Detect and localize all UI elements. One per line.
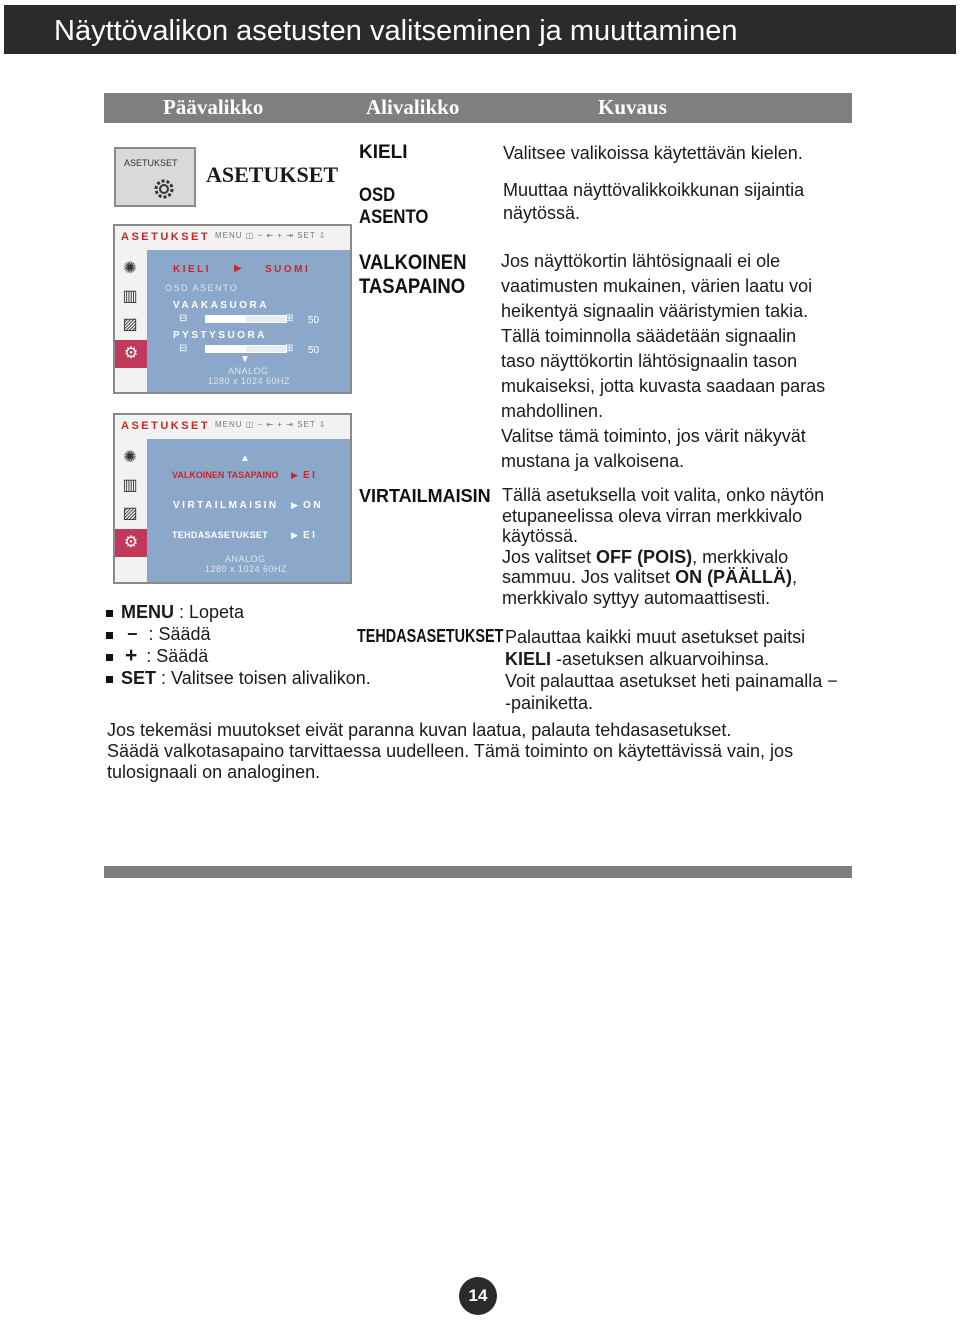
bullet-icon bbox=[106, 654, 113, 661]
osd-sidebar bbox=[115, 250, 147, 392]
vaakasuora-value: 50 bbox=[308, 315, 320, 326]
desc-text: -asetuksen alkuarvoihinsa. bbox=[551, 649, 770, 669]
osd-content bbox=[147, 439, 350, 582]
desc-text: Jos valitset bbox=[502, 546, 597, 567]
arrow-right-icon: ▶ bbox=[291, 530, 298, 540]
slider-icon: ⊟ bbox=[179, 343, 188, 354]
legend-minus bbox=[106, 623, 211, 645]
desc-line: Jos näyttökortin lähtösignaali ei ole bbox=[501, 251, 781, 271]
slider-plus-icon: ⊞ bbox=[285, 343, 294, 354]
desc-line: käytössä. bbox=[502, 526, 579, 546]
legend-text: : Lopeta bbox=[174, 602, 245, 622]
desc-line: etupaneelissa oleva virran merkkivalo bbox=[502, 505, 803, 526]
submenu-virtailmaisin: VIRTAILMAISIN bbox=[359, 486, 491, 506]
desc-line: mustana ja valkoisena. bbox=[501, 451, 685, 471]
footnote-line: Säädä valkotasapaino tarvittaessa uudelleen. Tämä toiminto on käytettävissä vain, jos bbox=[107, 741, 794, 761]
color-icon: ▨ bbox=[122, 505, 138, 522]
desc-line: -painiketta. bbox=[505, 693, 594, 713]
legend-key: MENU bbox=[121, 602, 174, 622]
desc-line: merkkivalo syttyy automaattisesti. bbox=[502, 587, 771, 608]
desc-bold: ON (PÄÄLLÄ) bbox=[675, 567, 793, 587]
slider-plus-icon: ⊞ bbox=[285, 313, 294, 324]
osd-value-virtailmaisin: ON bbox=[303, 500, 323, 511]
desc-line: Tällä asetuksella voit valita, onko näytön bbox=[502, 485, 825, 505]
osd-row-virtailmaisin: VIRTAILMAISIN bbox=[173, 500, 279, 511]
submenu-valkoinen-1: VALKOINEN bbox=[359, 251, 467, 274]
desc-virtailmaisin bbox=[502, 485, 824, 608]
desc-line: mukaiseksi, jotta kuvasta saadaan paras bbox=[501, 376, 826, 396]
osd-controls: MENU ◫ − ⇤ + ⇥ SET ⇩ bbox=[215, 420, 327, 429]
footnote bbox=[107, 720, 793, 783]
osd-title: ASETUKSET bbox=[121, 231, 211, 243]
slider-icon: ⊟ bbox=[179, 313, 188, 324]
osd-row-vaakasuora: VAAKASUORA bbox=[173, 300, 269, 311]
desc-text: sammuu. Jos valitset bbox=[502, 567, 676, 587]
arrow-right-icon: ▶ bbox=[291, 470, 298, 480]
brightness-icon: ✺ bbox=[123, 260, 137, 277]
legend-text: : Säädä bbox=[141, 646, 209, 666]
desc-line bbox=[505, 648, 838, 670]
osd-status-1: ANALOG bbox=[228, 366, 269, 376]
table-header bbox=[104, 93, 852, 123]
submenu-valkoinen-2: TASAPAINO bbox=[359, 275, 466, 298]
submenu-kieli: KIELI bbox=[359, 142, 408, 163]
osd-title: ASETUKSET bbox=[121, 420, 211, 432]
desc-bold: KIELI bbox=[505, 649, 552, 669]
osd-status-1: ANALOG bbox=[225, 554, 266, 564]
legend-key: SET bbox=[121, 668, 157, 688]
osd-controls: MENU ◫ − ⇤ + ⇥ SET ⇩ bbox=[215, 231, 327, 240]
desc-text: , bbox=[792, 567, 798, 587]
picture-icon: ▥ bbox=[122, 477, 138, 494]
footnote-line: Jos tekemäsi muutokset eivät paranna kuvan laatua, palauta tehdasasetukset. bbox=[107, 720, 732, 740]
osd-panel-1 bbox=[113, 224, 352, 394]
submenu-tehdasasetukset: TEHDASASETUKSET bbox=[357, 626, 504, 646]
desc-line: vaatimusten mukainen, värien laatu voi bbox=[501, 276, 813, 296]
osd-content bbox=[147, 250, 350, 392]
desc-osd-asento-1: Muuttaa näyttövalikkoikkunan sijaintia bbox=[503, 180, 805, 200]
osd-panel-2 bbox=[113, 413, 352, 584]
footnote-line: tulosignaali on analoginen. bbox=[107, 762, 321, 782]
vaakasuora-slider bbox=[205, 315, 287, 323]
desc-osd-asento-2: näytössä. bbox=[503, 203, 581, 223]
legend-set bbox=[106, 667, 371, 689]
osd-top-bar bbox=[115, 415, 350, 440]
triangle-down-icon: ▼ bbox=[240, 354, 250, 365]
osd-row-pystysuora: PYSTYSUORA bbox=[173, 330, 267, 341]
legend-plus bbox=[106, 645, 208, 667]
legend-key: + bbox=[125, 644, 138, 667]
gear-icon bbox=[151, 176, 177, 202]
desc-line: mahdollinen. bbox=[501, 401, 604, 421]
osd-row-valkoinen: VALKOINEN TASAPAINO bbox=[172, 470, 279, 480]
desc-tehdasasetukset bbox=[505, 626, 838, 714]
arrow-right-icon: ▶ bbox=[234, 263, 242, 274]
header-sub-menu: Alivalikko bbox=[366, 95, 460, 119]
osd-value-tehdasasetukset: EI bbox=[303, 530, 318, 541]
triangle-up-icon: ▲ bbox=[240, 453, 250, 464]
title-bar bbox=[4, 5, 956, 54]
legend-text: : Säädä bbox=[143, 624, 211, 644]
desc-line: Palauttaa kaikki muut asetukset paitsi bbox=[505, 627, 806, 647]
desc-line: taso näyttökortin lähtösignaalin tason bbox=[501, 351, 798, 371]
thumbnail-label: ASETUKSET bbox=[124, 158, 178, 168]
bottom-divider bbox=[104, 866, 852, 878]
header-description: Kuvaus bbox=[598, 95, 667, 119]
submenu-osd-asento-2: ASENTO bbox=[359, 207, 429, 228]
desc-bold: (POIS) bbox=[637, 546, 693, 567]
gear-icon: ⚙ bbox=[115, 340, 147, 368]
picture-icon: ▥ bbox=[122, 288, 138, 305]
bullet-icon bbox=[106, 676, 113, 683]
legend-key: − bbox=[127, 624, 138, 644]
osd-row-suomi: SUOMI bbox=[265, 264, 311, 275]
desc-line: Voit palauttaa asetukset heti painamalla − bbox=[505, 671, 838, 691]
desc-line: Valitse tämä toiminto, jos värit näkyvät bbox=[501, 426, 806, 446]
submenu-osd-asento-1: OSD bbox=[359, 185, 396, 206]
page-number: 14 bbox=[459, 1277, 497, 1315]
main-menu-thumbnail bbox=[114, 147, 196, 207]
gear-icon: ⚙ bbox=[115, 529, 147, 557]
main-menu-heading: ASETUKSET bbox=[206, 162, 339, 187]
desc-valkoinen bbox=[501, 249, 825, 474]
desc-text: , merkkivalo bbox=[692, 546, 789, 567]
header-main-menu: Päävalikko bbox=[163, 95, 264, 119]
arrow-right-icon: ▶ bbox=[291, 500, 298, 510]
desc-line bbox=[502, 547, 824, 568]
osd-row-osd-asento: OSD ASENTO bbox=[165, 283, 239, 293]
osd-row-tehdasasetukset: TEHDASASETUKSET bbox=[172, 530, 269, 540]
osd-top-bar bbox=[115, 226, 350, 251]
desc-kieli: Valitsee valikoissa käytettävän kielen. bbox=[503, 143, 803, 163]
desc-bold: OFF bbox=[596, 546, 633, 567]
bullet-icon bbox=[106, 632, 113, 639]
pystysuora-value: 50 bbox=[308, 345, 320, 356]
page-title: Näyttövalikon asetusten valitseminen ja muuttaminen bbox=[54, 15, 738, 47]
osd-status-2: 1280 x 1024 60HZ bbox=[208, 376, 291, 386]
desc-line: Tällä toiminnolla säädetään signaalin bbox=[501, 326, 797, 346]
desc-line bbox=[502, 567, 824, 588]
desc-line: heikentyä signaalin vääristymien takia. bbox=[501, 301, 809, 321]
brightness-icon: ✺ bbox=[123, 449, 137, 466]
color-icon: ▨ bbox=[122, 316, 138, 333]
legend-text: : Valitsee toisen alivalikon. bbox=[156, 668, 371, 688]
legend-menu bbox=[106, 601, 244, 623]
osd-status-2: 1280 x 1024 60HZ bbox=[205, 564, 288, 574]
bullet-icon bbox=[106, 610, 113, 617]
osd-value-valkoinen: EI bbox=[303, 470, 318, 481]
osd-row-kieli: KIELI bbox=[173, 264, 212, 275]
osd-sidebar bbox=[115, 439, 147, 582]
pystysuora-slider bbox=[205, 345, 287, 353]
